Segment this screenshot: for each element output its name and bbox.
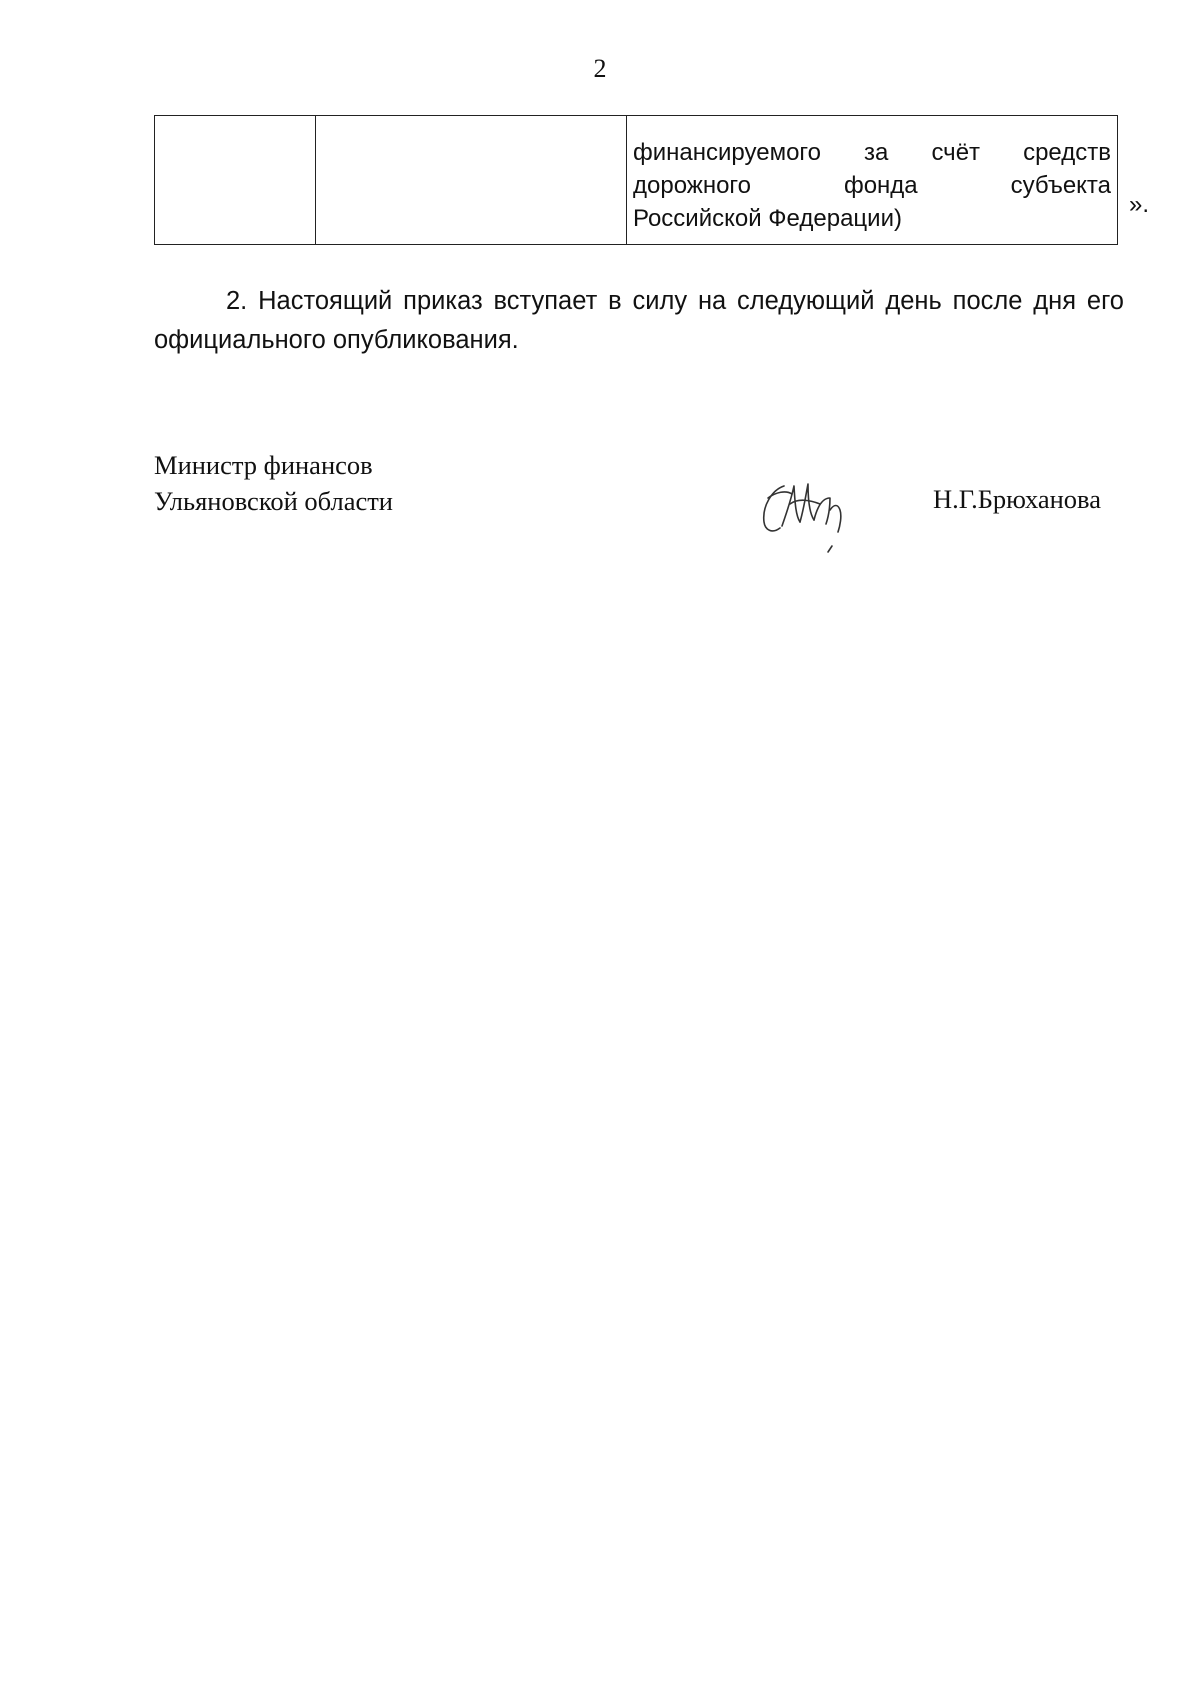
signer-title xyxy=(154,447,393,519)
signer-title-line-2: Ульяновской области xyxy=(154,486,393,516)
handwritten-signature xyxy=(754,464,854,560)
cell-line-2: дорожного фонда субъекта xyxy=(633,172,1111,199)
cell-line-3: Российской Федерации) xyxy=(633,205,902,232)
paragraph-line-2: официального опубликования. xyxy=(154,326,519,354)
cell-line-1: финансируемого за счёт средств xyxy=(633,139,1111,166)
page-number: 2 xyxy=(593,54,607,83)
signer-title-line-1: Министр финансов xyxy=(154,450,373,480)
signer-name: Н.Г.Брюханова xyxy=(933,484,1101,514)
paragraph-2 xyxy=(154,282,1124,360)
table-cell-text xyxy=(627,116,1118,245)
table-cell-empty-1 xyxy=(155,116,316,245)
table-cell-empty-2 xyxy=(316,116,627,245)
paragraph-line-1: 2. Настоящий приказ вступает в силу на следующий день после дня его xyxy=(226,287,1124,315)
closing-quote: ». xyxy=(1129,191,1150,218)
continued-table xyxy=(154,115,1118,245)
table-row xyxy=(155,116,1118,245)
